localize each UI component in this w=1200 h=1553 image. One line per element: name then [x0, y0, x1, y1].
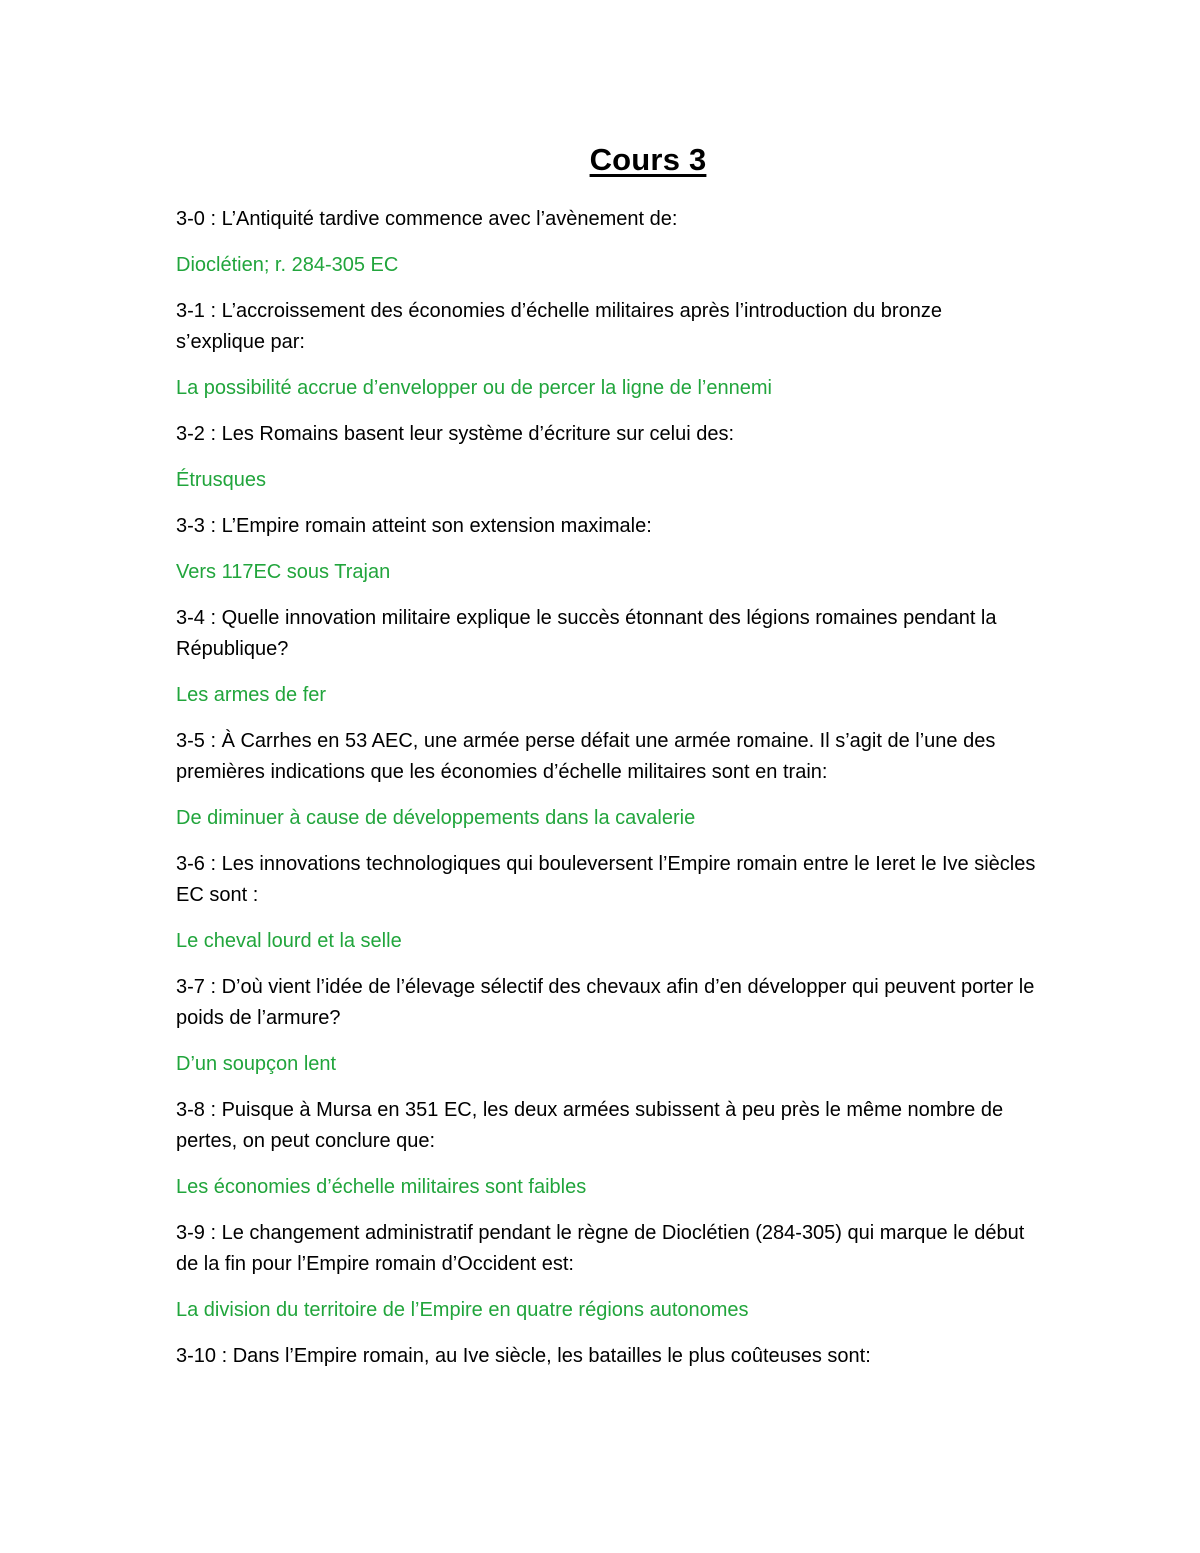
- question-text: 3-1 : L’accroissement des économies d’échelle militaires après l’introduction du bronze s’explique par:: [176, 300, 942, 353]
- question-text: 3-7 : D’où vient l’idée de l’élevage sélectif des chevaux afin d’en développer qui peuvent porter le poids de l’armure?: [176, 976, 1035, 1029]
- qa-item-0: [176, 204, 1036, 281]
- answer-text: De diminuer à cause de développements dans la cavalerie: [176, 807, 696, 829]
- answer-text: La possibilité accrue d’envelopper ou de percer la ligne de l’ennemi: [176, 377, 772, 399]
- qa-item-10: [176, 1341, 1036, 1372]
- page-title: Cours 3: [589, 142, 707, 177]
- answer-text: Étrusques: [176, 469, 267, 491]
- answer-text: Les économies d’échelle militaires sont faibles: [176, 1176, 587, 1198]
- qa-item-9: [176, 1218, 1036, 1326]
- question-text: 3-5 : À Carrhes en 53 AEC, une armée perse défait une armée romaine. Il s’agit de l’une des premières indications que les économies d’échelle militaires sont en train:: [176, 730, 996, 783]
- question-text: 3-6 : Les innovations technologiques qui bouleversent l’Empire romain entre le Ieret le Ive siècles EC sont :: [176, 853, 1036, 906]
- question-text: 3-8 : Puisque à Mursa en 351 EC, les deux armées subissent à peu près le même nombre de pertes, on peut conclure que:: [176, 1099, 1004, 1152]
- qa-item-3: [176, 511, 1036, 588]
- answer-text: Les armes de fer: [176, 684, 327, 706]
- qa-item-7: [176, 972, 1036, 1080]
- question-text: 3-0 : L’Antiquité tardive commence avec l’avènement de:: [176, 208, 678, 230]
- answer-text: Dioclétien; r. 284-305 EC: [176, 254, 399, 276]
- answer-text: Vers 117EC sous Trajan: [176, 561, 391, 583]
- question-text: 3-2 : Les Romains basent leur système d’écriture sur celui des:: [176, 423, 735, 445]
- answer-text: D’un soupçon lent: [176, 1053, 337, 1075]
- qa-item-6: [176, 849, 1036, 957]
- answer-text: Le cheval lourd et la selle: [176, 930, 402, 952]
- question-text: 3-10 : Dans l’Empire romain, au Ive siècle, les batailles le plus coûteuses sont:: [176, 1345, 871, 1367]
- answer-text: La division du territoire de l’Empire en quatre régions autonomes: [176, 1299, 749, 1321]
- qa-item-5: [176, 726, 1036, 834]
- qa-item-1: [176, 296, 1036, 404]
- question-list: [176, 204, 1036, 1387]
- qa-item-4: [176, 603, 1036, 711]
- question-text: 3-3 : L’Empire romain atteint son extension maximale:: [176, 515, 652, 537]
- question-text: 3-9 : Le changement administratif pendant le règne de Dioclétien (284-305) qui marque le début de la fin pour l’Empire romain d’Occident est:: [176, 1222, 1025, 1275]
- qa-item-2: [176, 419, 1036, 496]
- question-text: 3-4 : Quelle innovation militaire explique le succès étonnant des légions romaines pendant la République?: [176, 607, 997, 660]
- qa-item-8: [176, 1095, 1036, 1203]
